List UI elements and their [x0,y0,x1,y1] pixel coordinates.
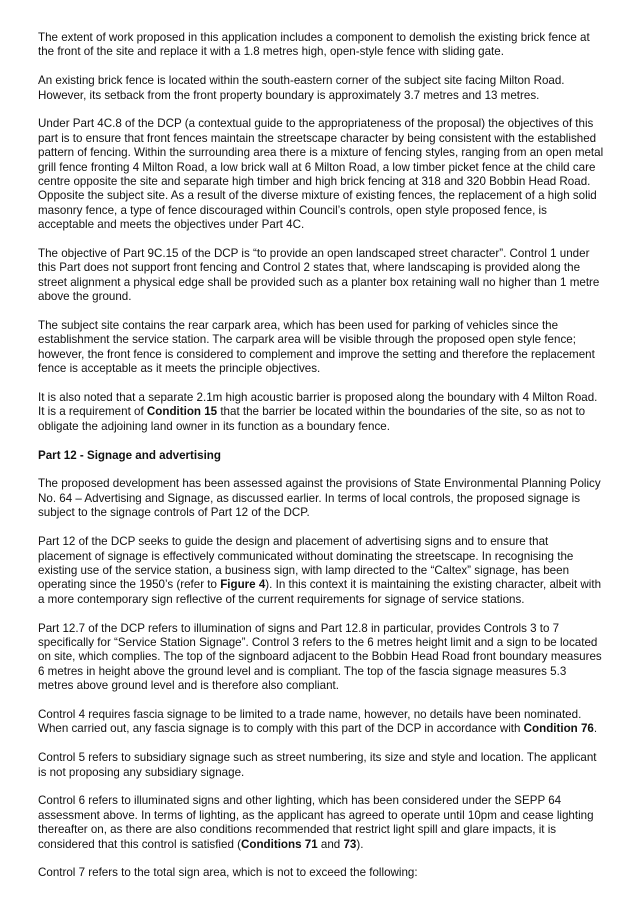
paragraph-sepp-64 [38,477,604,520]
text-segment: ). In this context it is maintaining the existing character, albeit with a more contemporary sign reflective of the current requirements for signage of service stations. [38,578,602,606]
condition-reference: Condition 15 [146,405,218,419]
text-segment: Control 4 requires fascia signage to be limited to a trade name, however, no details have been nominated. When carried out, any fascia signage is to comply with this part of the DCP in accordance with [38,707,582,736]
condition-reference: 73 [343,837,357,851]
condition-reference: Conditions 71 [241,837,318,851]
paragraph-front-fence-works [38,31,604,60]
paragraph-existing-brick-fence [38,74,604,103]
text-segment: that the barrier be located within the boundaries of the site, so as not to obligate the adjoining land owner in its function as a boundary fence. [38,405,586,433]
paragraph-part-9c15 [38,247,604,305]
text-segment: The extent of work proposed in this application includes a component to demolish the existing brick fence at the front of the site and replace it with a 1.8 metres high, open-style fence with sliding gate. [38,31,590,59]
paragraph-control-6 [38,794,604,852]
section-heading-part-12 [38,449,604,463]
paragraph-control-7 [38,866,604,880]
text-segment: It is also noted that a separate 2.1m high acoustic barrier is proposed along the boundary with 4 Milton Road. It is a requirement of [38,391,598,419]
text-segment: Under Part 4C.8 of the DCP (a contextual guide to the appropriateness of the proposal) the objectives of this part is to ensure that front fences maintain the streetscape character by being consistent with the established pattern of fencing. Within the surrounding area there is a mixture of fencing styles, ranging from an open metal grill fence fronting 4 Milton Road, a low brick wall at 6 Milton Road, a low timber picket fence at the child care centre opposite the site and separate high timber and high brick fencing at 318 and 320 Bobbin Head Road. Opposite the subject site. As a result of the diverse mixture of existing fences, the replacement of a high solid masonry fence, a type of fence discouraged within Council’s controls, open style proposed fence, is acceptable and meets the objectives under Part 4C. [38,117,604,232]
condition-reference: Condition 76 [523,722,594,736]
text-segment: Part 12.7 of the DCP refers to illumination of signs and Part 12.8 in particular, provides Controls 3 to 7 specifically for “Service Station Signage”. Control 3 refers to the 6 metres height limit and a sign to be located on site, which complies. The top of the signboard adjacent to the Bobbin Head Road front boundary measures 6 metres in height above the ground level and is compliant. The top of the fascia signage measures 5.3 metres above ground level and is therefore also compliant. [38,621,602,693]
text-segment: The objective of Part 9C.15 of the DCP is “to provide an open landscaped street character”. Control 1 under this Part does not support front fencing and Control 2 states that, where landscaping is provided along the street alignment a physical edge shall be provided such as a planter box retaining wall no higher than 1 metre above the ground. [38,247,600,304]
document-page [38,31,604,895]
paragraph-part-12-7-illumination [38,622,604,694]
text-segment: ). [356,837,364,851]
text-segment: The proposed development has been assessed against the provisions of State Environmental Planning Policy No. 64 – Advertising and Signage, as discussed earlier. In terms of local controls, the proposed signage is subject to the signage controls of Part 12 of the DCP. [38,477,601,520]
figure-reference: Figure 4 [220,578,266,592]
text-segment: and [317,837,344,851]
heading-text: Part 12 - Signage and advertising [38,448,221,462]
paragraph-part-12-guide [38,535,604,607]
text-segment: Part 12 of the DCP seeks to guide the design and placement of advertising signs and to ensure that placement of signage is effectively communicated without dominating the streetscape. In recognising the existing use of the service station, a business sign, with lamp directed to the “Caltex” signage, has been operating since the 1950’s (refer to [38,535,574,592]
text-segment: The subject site contains the rear carpark area, which has been used for parking of vehicles since the establishment the service station. The carpark area will be visible through the proposed open style fence; however, the front fence is considered to complement and improve the setting and therefore the replacement fence is acceptable as it meets the principle objectives. [38,319,595,376]
text-segment: Control 7 refers to the total sign area, which is not to exceed the following: [38,866,418,880]
paragraph-acoustic-barrier [38,391,604,434]
paragraph-part-4c8 [38,117,604,232]
text-segment: Control 5 refers to subsidiary signage such as street numbering, its size and style and location. The applicant is not proposing any subsidiary signage. [38,751,597,779]
paragraph-control-4 [38,708,604,737]
text-segment: Control 6 refers to illuminated signs and other lighting, which has been considered under the SEPP 64 assessment above. In terms of lighting, as the applicant has agreed to operate until 10pm and cease lighting thereafter on, as there are also conditions recommended that restrict light spill and glare impacts, it is considered that this control is satisfied ( [38,794,594,851]
text-segment: . [593,722,598,736]
paragraph-rear-carpark [38,319,604,377]
paragraph-control-5 [38,751,604,780]
text-segment: An existing brick fence is located within the south-eastern corner of the subject site facing Milton Road. However, its setback from the front property boundary is approximately 3.7 metres and 13 metres. [38,74,565,102]
